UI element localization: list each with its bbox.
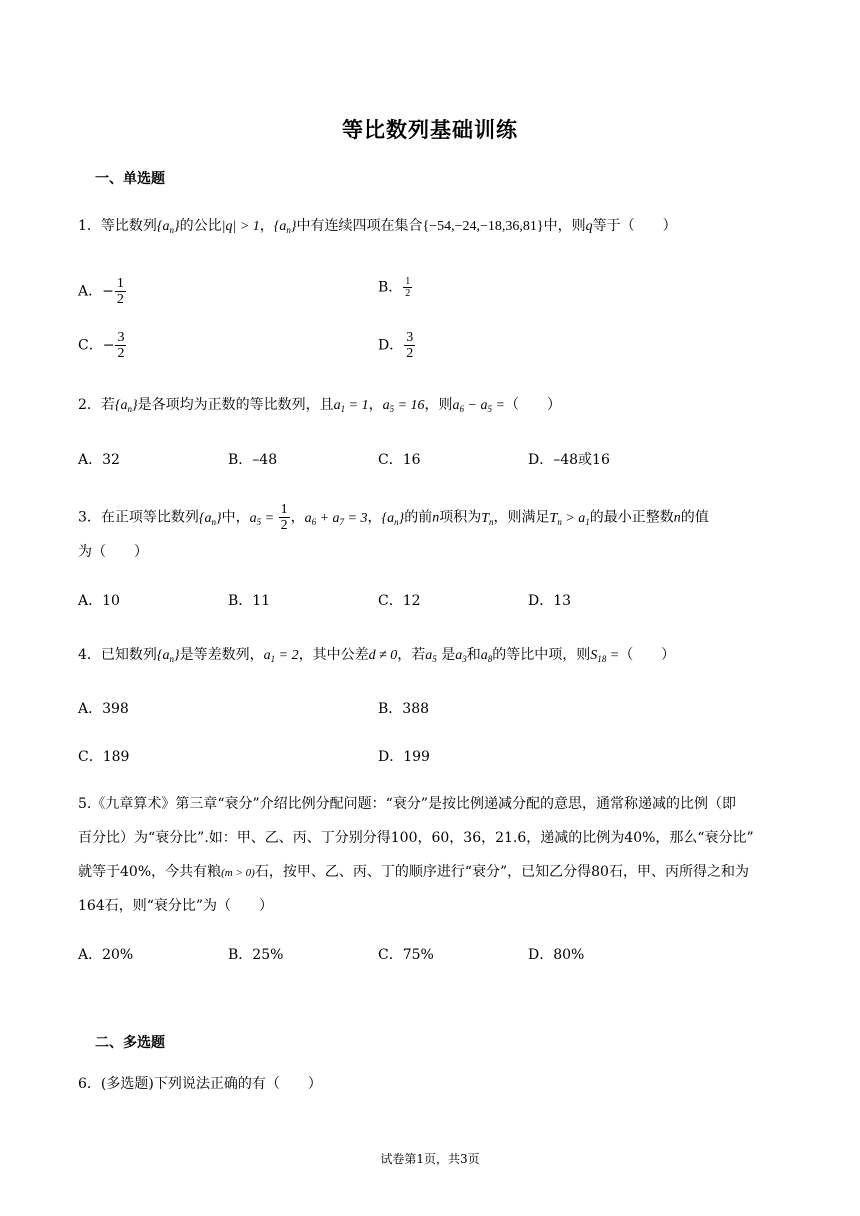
question-1-option-c[interactable]: C．− $\frac{3}{2}$ (78, 330, 125, 361)
question-3-option-b[interactable]: B．11 (228, 593, 271, 609)
question-2-option-a[interactable]: A．32 (78, 452, 120, 468)
question-3-option-c[interactable]: C．12 (378, 593, 421, 609)
question-4-option-d[interactable]: D．199 (378, 749, 430, 765)
question-5-line-1: 5.《九章算术》第三章“衰分”介绍比例分配问题：“衰分”是按比例递减分配的意思，通常称递减的比例（即 (78, 796, 736, 812)
question-4-option-c[interactable]: C．189 (78, 749, 130, 765)
question-4-option-b[interactable]: B．388 (378, 701, 430, 717)
question-3-stem-line-1: 3．在正项等比数列$\{a_n\}$中，$a_5$ = $\frac{1}{2}$ ，$a_6 + a_7 = 3$，$\{a_n\}$的前n项积为$T_n$，则满足$T_n > a_1$的最小正整数n的值 (78, 502, 709, 533)
question-3-option-a[interactable]: A．10 (78, 593, 120, 609)
question-3-stem-line-2: 为（ ） (78, 544, 148, 560)
question-2-option-d[interactable]: D．–48或16 (528, 452, 610, 468)
page-footer: 试卷第1页，共3页 (380, 1152, 480, 1166)
question-4-stem: 4．已知数列$\{a_n\}$是等差数列，$a_1 = 2$，其中公差d ≠ 0，若$a_5$ 是$a_3$和$a_8$的等比中项，则$S_{18}$ =（ ） (78, 647, 676, 664)
question-3-option-d[interactable]: D．13 (528, 593, 572, 609)
question-5-option-d[interactable]: D．80% (528, 947, 585, 963)
section-heading-multiple-choice: 二、多选题 (95, 1035, 165, 1051)
question-2-option-c[interactable]: C．16 (378, 452, 421, 468)
question-1-option-d[interactable]: D． $\frac{3}{2}$ (378, 330, 414, 361)
question-5-option-c[interactable]: C．75% (378, 947, 434, 963)
question-1-option-a[interactable]: A．− $\frac{1}{2}$ (78, 276, 124, 307)
question-1-option-b[interactable]: B． $\frac{1}{2}$ (378, 276, 411, 299)
question-5-line-4: 164石，则“衰分比”为（ ） (78, 898, 274, 914)
page-title: 等比数列基础训练 (342, 117, 518, 142)
question-5-line-3: 就等于40%，今共有粮(m > 0)石，按甲、乙、丙、丁的顺序进行“衰分”，已知乙分得80石，甲、丙所得之和为 (78, 864, 749, 880)
question-6-stem: 6．(多选题)下列说法正确的有（ ） (78, 1076, 322, 1092)
section-heading-single-choice: 一、单选题 (95, 171, 165, 187)
question-4-option-a[interactable]: A．398 (78, 701, 129, 717)
question-1-stem: 1．等比数列$\{a_n\}$的公比|q| > 1，$\{a_n\}$中有连续四项在集合{−54,−24,−18,36,81}中，则q等于（ ） (78, 218, 677, 235)
question-5-line-2: 百分比）为“衰分比”.如：甲、乙、丙、丁分别分得100，60，36，21.6，递减的比例为40%，那么“衰分比” (78, 830, 754, 846)
question-2-stem: 2．若$\{a_n\}$是各项均为正数的等比数列，且$a_1 = 1$，$a_5 = 16$，则$a_6 - a_5$ =（ ） (78, 397, 561, 414)
question-5-option-a[interactable]: A．20% (78, 947, 134, 963)
question-5-option-b[interactable]: B．25% (228, 947, 284, 963)
question-2-option-b[interactable]: B．–48 (228, 452, 278, 468)
